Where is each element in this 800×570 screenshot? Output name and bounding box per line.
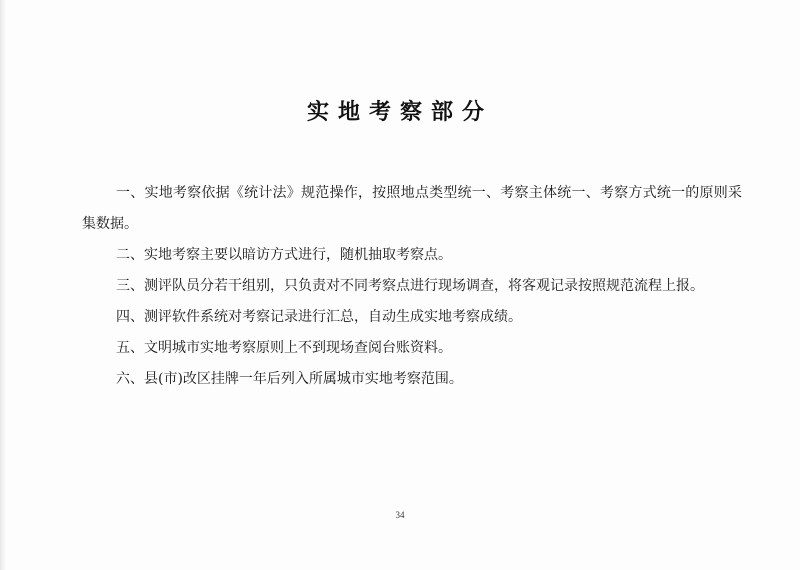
paragraph-6: 六、县(市)改区挂牌一年后列入所属城市实地考察范围。: [116, 371, 463, 387]
scan-edge: [0, 0, 6, 570]
page-number: 34: [395, 510, 405, 520]
paragraph-3: 三、测评队员分若干组别，只负责对不同考察点进行现场调查，将客观记录按照规范流程上报。: [116, 278, 704, 294]
page-title: 实地考察部分: [306, 100, 493, 125]
paragraph-4: 四、测评软件系统对考察记录进行汇总，自动生成实地考察成绩。: [116, 309, 522, 325]
paragraph-5: 五、文明城市实地考察原则上不到现场查阅台账资料。: [116, 340, 452, 356]
body-text: [82, 178, 742, 395]
paragraph-1: 一、实地考察依据《统计法》规范操作，按照地点类型统一、考察主体统一、考察方式统一的原则采集数据。: [82, 185, 742, 232]
paragraph-2: 二、实地考察主要以暗访方式进行，随机抽取考察点。: [116, 247, 452, 263]
